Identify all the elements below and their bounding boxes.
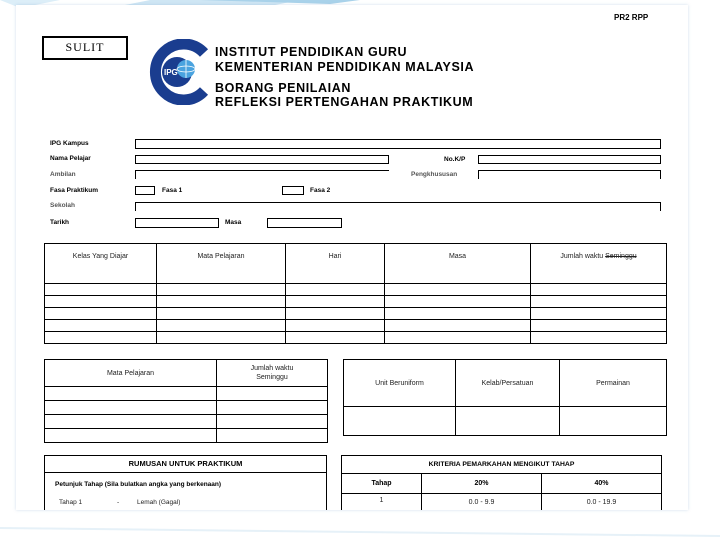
criteria-title: KRITERIA PEMARKAHAN MENGIKUT TAHAP xyxy=(342,456,662,474)
summary-instruction: Petunjuk Tahap (Sila bulatkan angka yang berkenaan) xyxy=(55,481,222,488)
school-field-line[interactable] xyxy=(135,202,661,203)
subject-hours-table xyxy=(44,359,328,443)
specialization-tick-left xyxy=(478,170,479,179)
time-label: Masa xyxy=(225,219,242,226)
criteria-range-40: 0.0 - 19.9 xyxy=(542,494,662,511)
header-subject-2: Mata Pelajaran xyxy=(45,360,217,387)
practicum-phase-label: Fasa Praktikum xyxy=(50,187,99,194)
weekly-label-2: Seminggu xyxy=(256,374,288,381)
header-class-taught: Kelas Yang Diajar xyxy=(45,244,157,284)
intake-label: Ambilan xyxy=(50,171,76,178)
header-subject: Mata Pelajaran xyxy=(157,244,286,284)
header-weekly-hours-2 xyxy=(217,360,328,387)
form-code: PR2 RPP xyxy=(614,13,649,22)
header-form-title: REFLEKSI PERTENGAHAN PRAKTIKUM xyxy=(215,95,474,109)
time-field[interactable] xyxy=(267,218,342,228)
specialization-field-line[interactable] xyxy=(478,170,661,171)
criteria-header-level: Tahap xyxy=(342,474,422,494)
student-name-field[interactable] xyxy=(135,155,389,164)
header-institute: INSTITUT PENDIDIKAN GURU xyxy=(215,45,408,59)
criteria-header-40: 40% xyxy=(542,474,662,494)
header-form-type: BORANG PENILAIAN xyxy=(215,81,351,95)
weekly-hours-label: Jumlah waktu xyxy=(560,253,604,260)
subject-header-row xyxy=(45,360,328,387)
school-label: Sekolah xyxy=(50,202,75,209)
header-games: Permainan xyxy=(560,360,667,407)
table-row[interactable] xyxy=(45,296,667,308)
weekly-hours-label-2: Jumlah waktu xyxy=(250,365,294,372)
table-row[interactable] xyxy=(45,308,667,320)
table-row[interactable] xyxy=(45,284,667,296)
ipg-campus-label: IPG Kampus xyxy=(50,140,89,147)
phase1-label: Fasa 1 xyxy=(162,187,183,194)
schedule-header-row xyxy=(45,244,667,284)
summary-title: RUMUSAN UNTUK PRAKTIKUM xyxy=(45,456,326,473)
table-row[interactable] xyxy=(45,415,328,429)
ic-number-label: No.K/P xyxy=(444,156,466,163)
cocurricular-header-row xyxy=(344,360,667,407)
evaluation-form-page xyxy=(16,5,688,510)
table-row[interactable] xyxy=(45,332,667,344)
scoring-criteria-table xyxy=(341,455,662,510)
criteria-level-1: 1 xyxy=(342,494,422,511)
header-weekly-hours xyxy=(531,244,667,284)
ipg-campus-field[interactable] xyxy=(135,139,661,149)
criteria-title-row xyxy=(342,456,662,474)
practicum-summary-box xyxy=(44,455,327,510)
ipg-logo-icon xyxy=(144,39,210,105)
ic-number-field[interactable] xyxy=(478,155,661,164)
logo-text: IPG xyxy=(164,68,178,77)
table-row xyxy=(342,494,662,511)
date-field[interactable] xyxy=(135,218,219,228)
cocurricular-table xyxy=(343,359,667,436)
criteria-header-row xyxy=(342,474,662,494)
specialization-tick-right xyxy=(660,170,661,179)
header-ministry: KEMENTERIAN PENDIDIKAN MALAYSIA xyxy=(215,60,475,74)
criteria-range-20: 0.0 - 9.9 xyxy=(422,494,542,511)
header-club-society: Kelab/Persatuan xyxy=(456,360,560,407)
summary-level1: Tahap 1 xyxy=(59,499,83,506)
table-row[interactable] xyxy=(45,401,328,415)
criteria-header-20: 20% xyxy=(422,474,542,494)
intake-field-line[interactable] xyxy=(135,170,389,171)
phase2-checkbox[interactable] xyxy=(282,186,304,195)
school-tick-right xyxy=(660,202,661,211)
header-day: Hari xyxy=(286,244,385,284)
summary-level1-desc: Lemah (Gagal) xyxy=(137,499,181,506)
header-time: Masa xyxy=(385,244,531,284)
specialization-label: Pengkhususan xyxy=(411,171,458,178)
student-name-label: Nama Pelajar xyxy=(50,155,91,162)
classification-stamp: SULIT xyxy=(42,36,128,60)
phase1-checkbox[interactable] xyxy=(135,186,155,195)
intake-field-tick xyxy=(135,170,136,179)
table-row[interactable] xyxy=(45,429,328,443)
header-uniformed-unit: Unit Beruniform xyxy=(344,360,456,407)
summary-level1-dash: - xyxy=(117,499,120,506)
teaching-schedule-table xyxy=(44,243,667,344)
school-tick-left xyxy=(135,202,136,211)
weekly-label: Seminggu xyxy=(605,253,637,260)
date-label: Tarikh xyxy=(50,219,70,226)
phase2-label: Fasa 2 xyxy=(310,187,331,194)
table-row[interactable] xyxy=(344,407,667,436)
table-row[interactable] xyxy=(45,387,328,401)
table-row[interactable] xyxy=(45,320,667,332)
